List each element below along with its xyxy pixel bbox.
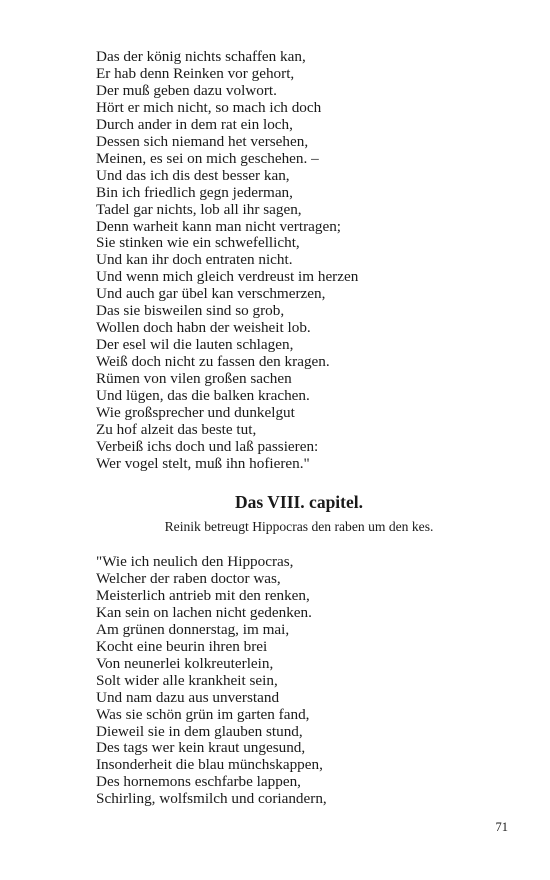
poem-line: Welcher der raben doctor was, [96,569,281,587]
poem-line: Am grünen donnerstag, im mai, [96,620,290,638]
poem-line: Dieweil sie in dem glauben stund, [96,722,303,740]
poem-line: Insonderheit die blau münchskappen, [96,756,323,774]
poem-line: Schirling, wolfsmilch und coriandern, [96,790,327,808]
poem-line: Wer vogel stelt, muß ihn hofieren." [96,454,310,472]
poem-line: Solt wider alle krankheit sein, [96,671,278,689]
poem-line: Denn warheit kann man nicht vertragen; [96,217,342,235]
poem-line: Das der könig nichts schaffen kan, [96,48,306,65]
poem-line: Der esel wil die lauten schlagen, [96,336,294,354]
poem-line: Wie großsprecher und dunkelgut [96,404,295,422]
poem-stanza-second [96,554,327,808]
poem-line: Und nam dazu aus unverstand [96,688,280,706]
poem-line: Und lügen, das die balken krachen. [96,387,310,405]
poem-line: Und das ich dis dest besser kan, [96,166,290,184]
poem-line: Weiß doch nicht zu fassen den kragen. [96,353,330,371]
poem-line: Er hab denn Reinken vor gehort, [96,64,295,82]
poem-stanza-first [96,49,358,473]
poem-line: Verbeiß ichs doch und laß passieren: [96,437,319,455]
poem-line: Der muß geben dazu volwort. [96,81,277,99]
poem-line: Meinen, es sei on mich geschehen. – [96,149,319,167]
poem-line: Was sie schön grün im garten fand, [96,705,310,723]
poem-line: Von neunerlei kolkreuterlein, [96,654,274,672]
poem-line: Rümen von vilen großen sachen [96,370,292,388]
poem-line: Des tags wer kein kraut ungesund, [96,739,306,757]
chapter-title: Das VIII. capitel. [234,492,364,512]
poem-line: Des hornemons eschfarbe lappen, [96,773,301,791]
poem-line: Das sie bisweilen sind so grob, [96,302,285,320]
poem-line: Und kan ihr doch entraten nicht. [96,251,293,269]
poem-line: Und auch gar übel kan verschmerzen, [96,285,326,303]
page-number: 71 [495,820,508,834]
poem-line: Dessen sich niemand het versehen, [96,132,309,150]
poem-line: Durch ander in dem rat ein loch, [96,115,293,133]
poem-line: Wollen doch habn der weisheit lob. [96,319,311,337]
poem-line: Kan sein on lachen nicht gedenken. [96,603,312,621]
poem-line: "Wie ich neulich den Hippocras, [96,553,294,570]
poem-line: Bin ich friedlich gegn jederman, [96,183,293,201]
poem-line: Sie stinken wie ein schwefellicht, [96,234,300,252]
poem-line: Zu hof alzeit das beste tut, [96,420,257,438]
poem-line: Tadel gar nichts, lob all ihr sagen, [96,200,302,218]
poem-line: Meisterlich antrieb mit den renken, [96,586,310,604]
poem-line: Kocht eine beurin ihren brei [96,637,268,655]
poem-line: Hört er mich nicht, so mach ich doch [96,98,322,116]
poem-line: Und wenn mich gleich verdreust im herzen [96,268,359,286]
chapter-subtitle: Reinik betreugt Hippocras den raben um den kes. [164,519,434,534]
